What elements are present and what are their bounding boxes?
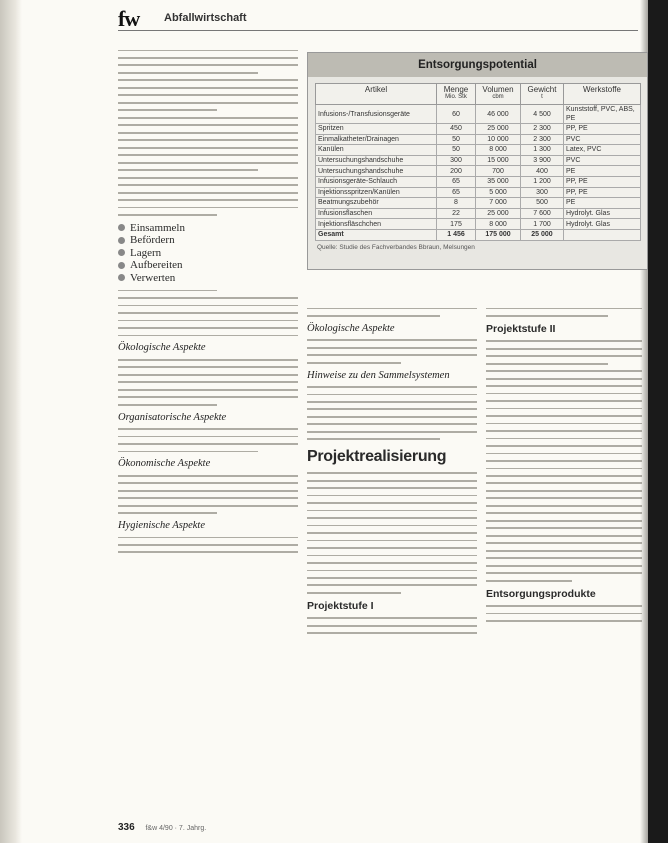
column-2 [307, 302, 477, 640]
table-cell: 8 000 [476, 145, 521, 156]
table-source: Quelle: Studie des Fachverbandes Bbraun, Melsungen [317, 243, 475, 251]
journal-reference: f&w 4/90 · 7. Jahrg. [145, 825, 207, 832]
table-cell: 1 200 [521, 176, 564, 187]
table-cell: Injektionsfläschchen [316, 219, 437, 230]
subheading: Hygienische Aspekte [118, 520, 205, 532]
table-cell: 8 000 [476, 219, 521, 230]
section-title: Abfallwirtschaft [164, 12, 247, 24]
table-row [316, 155, 641, 166]
table-cell: 400 [521, 166, 564, 177]
column-header: Gewicht t [521, 84, 564, 105]
table-cell: 35 000 [476, 176, 521, 187]
table-cell: 300 [437, 155, 476, 166]
column-header: Artikel [316, 84, 437, 105]
page-header [118, 6, 638, 31]
table-cell: Gesamt [316, 229, 437, 240]
table-cell: 4 500 [521, 105, 564, 124]
list-item: Aufbereiten [118, 259, 298, 272]
table-cell: PP, PE [564, 124, 641, 135]
subheading: Ökonomische Aspekte [118, 458, 211, 470]
table-cell: Spritzen [316, 124, 437, 135]
bullet-icon [118, 237, 125, 244]
table-cell: 700 [476, 166, 521, 177]
table-cell: 25 000 [476, 208, 521, 219]
table-cell: 3 900 [521, 155, 564, 166]
subheading: Projektstufe I [307, 599, 374, 612]
table-cell: Beatmungszubehör [316, 198, 437, 209]
table-cell: Untersuchungshandschuhe [316, 155, 437, 166]
journal-logo: fw [118, 6, 140, 31]
paragraph [486, 340, 642, 364]
list-item: Befördern [118, 234, 298, 247]
scan-border [648, 0, 668, 843]
table-cell: Latex, PVC [564, 145, 641, 156]
table-row [316, 219, 641, 230]
paragraph [486, 370, 642, 581]
data-table [315, 83, 641, 241]
bullet-icon [118, 262, 125, 269]
paragraph [486, 605, 642, 622]
column-header: Menge Mio. Stk [437, 84, 476, 105]
book-spine-shadow [0, 0, 22, 843]
table-cell: 7 600 [521, 208, 564, 219]
table-cell: 8 [437, 198, 476, 209]
table-header-row [316, 84, 641, 105]
table-cell: 65 [437, 187, 476, 198]
table-cell: 500 [521, 198, 564, 209]
column-1 [118, 44, 298, 559]
paragraph [307, 308, 477, 317]
table-cell: 22 [437, 208, 476, 219]
table-title: Entsorgungspotential [308, 53, 647, 77]
bullet-icon [118, 224, 125, 231]
table-cell: Hydrolyt. Glas [564, 219, 641, 230]
intro-paragraph [118, 50, 298, 74]
table-cell: 10 000 [476, 134, 521, 145]
table-cell: Kunststoff, PVC, ABS, PE [564, 105, 641, 124]
subheading: Hinweise zu den Sammelsystemen [307, 369, 450, 381]
table-cell: 7 000 [476, 198, 521, 209]
table-cell: 450 [437, 124, 476, 135]
table-cell: 2 300 [521, 124, 564, 135]
table-cell [564, 229, 641, 240]
table-cell: 5 000 [476, 187, 521, 198]
table-cell: 25 000 [521, 229, 564, 240]
table-row [316, 145, 641, 156]
list-item: Einsammeln [118, 222, 298, 235]
paragraph [486, 308, 642, 317]
table-cell: 50 [437, 145, 476, 156]
table-cell: 1 300 [521, 145, 564, 156]
paragraph [118, 537, 298, 554]
table-cell: 60 [437, 105, 476, 124]
paragraph [118, 177, 298, 216]
paragraph [307, 339, 477, 363]
subheading: Entsorgungsprodukte [486, 587, 596, 600]
table-row [316, 198, 641, 209]
table-cell: Injektionsspritzen/Kanülen [316, 187, 437, 198]
table-cell: Infusionsgeräte-Schlauch [316, 176, 437, 187]
table-cell: PP, PE [564, 187, 641, 198]
paragraph [307, 472, 477, 594]
list-item: Lagern [118, 247, 298, 260]
section-heading: Projektrealisierung [307, 448, 447, 466]
table-cell: 46 000 [476, 105, 521, 124]
page-footer [118, 822, 206, 833]
disposal-potential-table [307, 52, 648, 270]
column-header: Volumen cbm [476, 84, 521, 105]
table-cell: Untersuchungshandschuhe [316, 166, 437, 177]
header-rule [118, 30, 638, 31]
table-cell: PP, PE [564, 176, 641, 187]
table-total-row [316, 229, 641, 240]
table-cell: 65 [437, 176, 476, 187]
table-cell: 25 000 [476, 124, 521, 135]
paragraph [118, 79, 298, 111]
paragraph [307, 386, 477, 440]
subheading: Ökologische Aspekte [307, 322, 395, 334]
table-row [316, 187, 641, 198]
table-row [316, 208, 641, 219]
table-cell: Kanülen [316, 145, 437, 156]
paragraph [118, 117, 298, 171]
table-cell: 15 000 [476, 155, 521, 166]
table-cell: 2 300 [521, 134, 564, 145]
subheading: Projektstufe II [486, 322, 556, 335]
bullet-list [118, 222, 298, 285]
table-cell: Infusions-/Transfusionsgeräte [316, 105, 437, 124]
table-cell: 1 700 [521, 219, 564, 230]
table-cell: Hydrolyt. Glas [564, 208, 641, 219]
bullet-icon [118, 249, 125, 256]
table-row [316, 105, 641, 124]
subheading: Organisatorische Aspekte [118, 411, 227, 423]
column-3 [486, 302, 642, 628]
table-cell: 1 456 [437, 229, 476, 240]
table-cell: 300 [521, 187, 564, 198]
table-row [316, 166, 641, 177]
table-cell: PVC [564, 134, 641, 145]
paragraph [118, 475, 298, 514]
page-number: 336 [118, 822, 135, 833]
paragraph [118, 359, 298, 406]
table-row [316, 134, 641, 145]
paragraph [118, 428, 298, 452]
bullet-icon [118, 274, 125, 281]
table-cell: Infusionsflaschen [316, 208, 437, 219]
table-cell: Einmalkatheter/Drainagen [316, 134, 437, 145]
table-row [316, 176, 641, 187]
table-cell: PE [564, 198, 641, 209]
table-cell: 175 000 [476, 229, 521, 240]
column-header: Werkstoffe [564, 84, 641, 105]
table-row [316, 124, 641, 135]
subheading: Ökologische Aspekte [118, 342, 206, 354]
table-cell: PE [564, 166, 641, 177]
table-cell: 50 [437, 134, 476, 145]
table-cell: PVC [564, 155, 641, 166]
table-cell: 175 [437, 219, 476, 230]
paragraph [307, 617, 477, 634]
table-cell: 200 [437, 166, 476, 177]
paragraph [118, 290, 298, 337]
list-item: Verwerten [118, 272, 298, 285]
